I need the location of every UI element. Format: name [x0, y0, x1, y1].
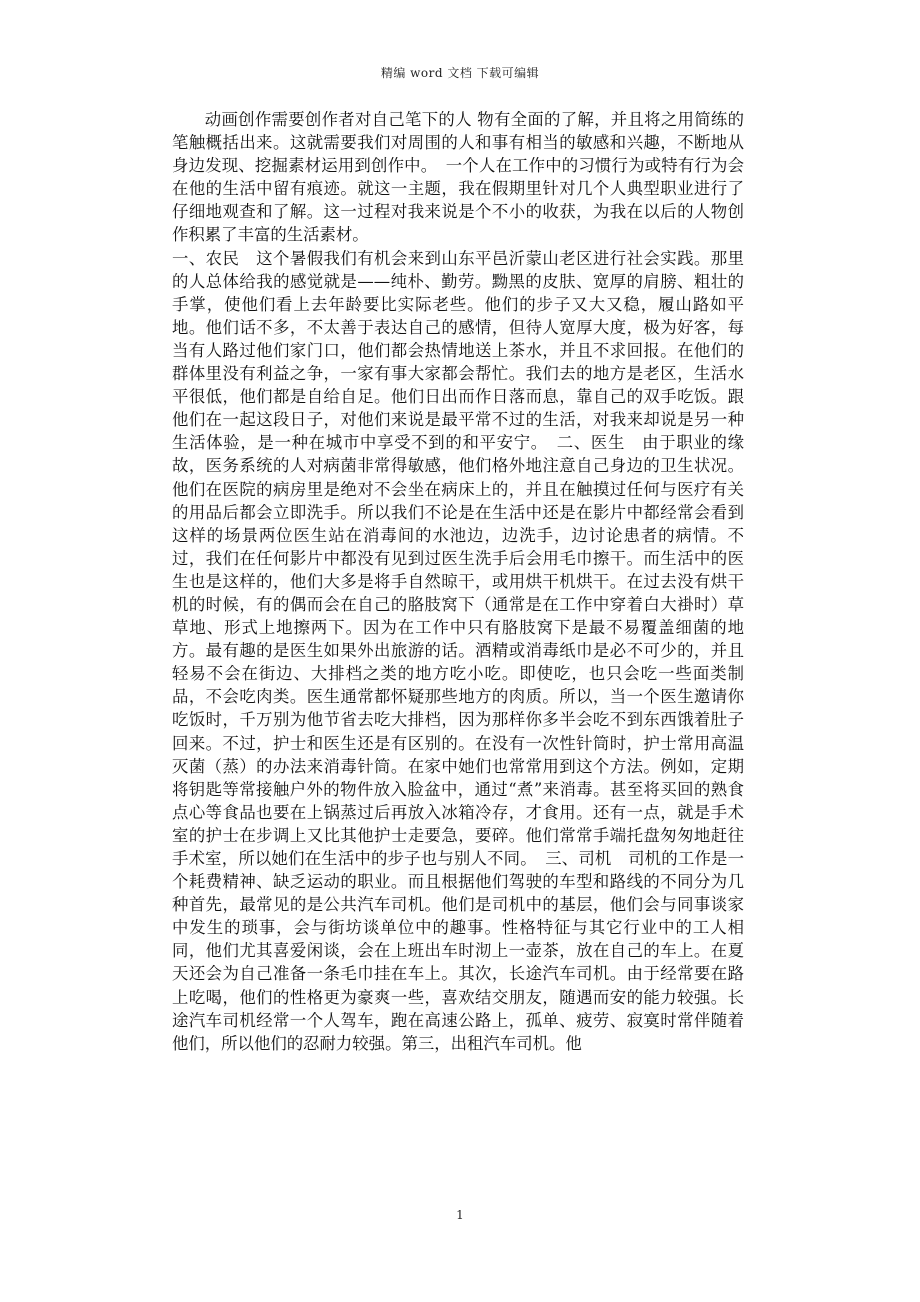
paragraph-intro: 动画创作需要创作者对自己笔下的人 物有全面的了解，并且将之用简练的笔触概括出来。这就需要我们对周围的人和事有相当的敏感和兴趣，不断地从身边发现、挖掘素材运用到创作中。 一个人在工作中的习惯行为或特有行为会在他的生活中留有痕迹。就这一主题，我在假期里针对几个人典型职业进行了仔细地观查和了解。这一过程对我来说是个不小的收获，为我在以后的人物创作积累了丰富的生活素材。 [172, 110, 744, 245]
page-number: 1 [456, 1208, 464, 1222]
paragraph-main: 一、农民 这个暑假我们有机会来到山东平邑沂蒙山老区进行社会实践。那里的人总体给我的感觉就是——纯朴、勤劳。黝黑的皮肤、宽厚的肩膀、粗壮的手掌，使他们看上去年龄要比实际老些。他们的步子又大又稳，履山路如平地。他们话不多，不太善于表达自己的感情，但待人宽厚大度，极为好客，每当有人路过他们家门口，他们都会热情地送上茶水，并且不求回报。在他们的群体里没有利益之争，一家有事大家都会帮忙。我们去的地方是老区，生活水平很低，他们都是自给自足。他们日出而作日落而息，靠自己的双手吃饭。跟他们在一起这段日子，对他们来说是最平常不过的生活，对我来却说是另一种生活体验，是一种在城市中享受不到的和平安宁。 二、医生 由于职业的缘故，医务系统的人对病菌非常得敏感，他们格外地注意自己身边的卫生状况。他们在医院的病房里是绝对不会坐在病床上的，并且在触摸过任何与医疗有关的用品后都会立即洗手。所以我们不论是在生活中还是在影片中都经常会看到这样的场景两位医生站在消毒间的水池边，边洗手，边讨论患者的病情。不过，我们在任何影片中都没有见到过医生洗手后会用毛巾擦干。而生活中的医生也是这样的，他们大多是将手自然晾干，或用烘干机烘干。在过去没有烘干机的时候，有的偶而会在自己的胳肢窝下（通常是在工作中穿着白大褂时）草草地、形式上地擦两下。因为在工作中只有胳肢窝下是最不易覆盖细菌的地方。最有趣的是医生如果外出旅游的话。酒精或消毒纸巾是必不可少的，并且轻易不会在街边、大排档之类的地方吃小吃。即使吃，也只会吃一些面类制品，不会吃肉类。医生通常都怀疑那些地方的肉质。所以，当一个医生邀请你吃饭时，千万别为他节省去吃大排档，因为那样你多半会吃不到东西饿着肚子回来。不过，护士和医生还是有区别的。在没有一次性针筒时，护士常用高温灭菌（蒸）的办法来消毒针筒。在家中她们也常常用到这个方法。例如，定期将钥匙等常接触户外的物件放入脸盆中，通过“煮”来消毒。甚至将买回的熟食点心等食品也要在上锅蒸过后再放入冰箱冷存，才食用。还有一点，就是手术室的护士在步调上又比其他护士走要急，要碎。他们常常手端托盘匆匆地赶往手术室，所以她们在生活中的步子也与别人不同。 三、司机 司机的工作是一个耗费精神、缺乏运动的职业。而且根据他们驾驶的车型和路线的不同分为几种首先，最常见的是公共汽车司机。他们是司机中的基层，他们会与同事谈家中发生的琐事，会与街坊谈单位中的趣事。性格特征与其它行业中的工人相同，他们尤其喜爱闲谈，会在上班出车时沏上一壶茶，放在自己的车上。在夏天还会为自己准备一条毛巾挂在车上。其次，长途汽车司机。由于经常要在路上吃喝，他们的性格更为豪爽一些，喜欢结交朋友，随遇而安的能力较强。长途汽车司机经常一个人驾车，跑在高速公路上，孤单、疲劳、寂寞时常伴随着他们，所以他们的忍耐力较强。第三，出租汽车司机。他 [172, 248, 744, 1053]
document-body [172, 108, 744, 1055]
page-header: 精编 word 文档 下载可编辑 [380, 66, 540, 80]
